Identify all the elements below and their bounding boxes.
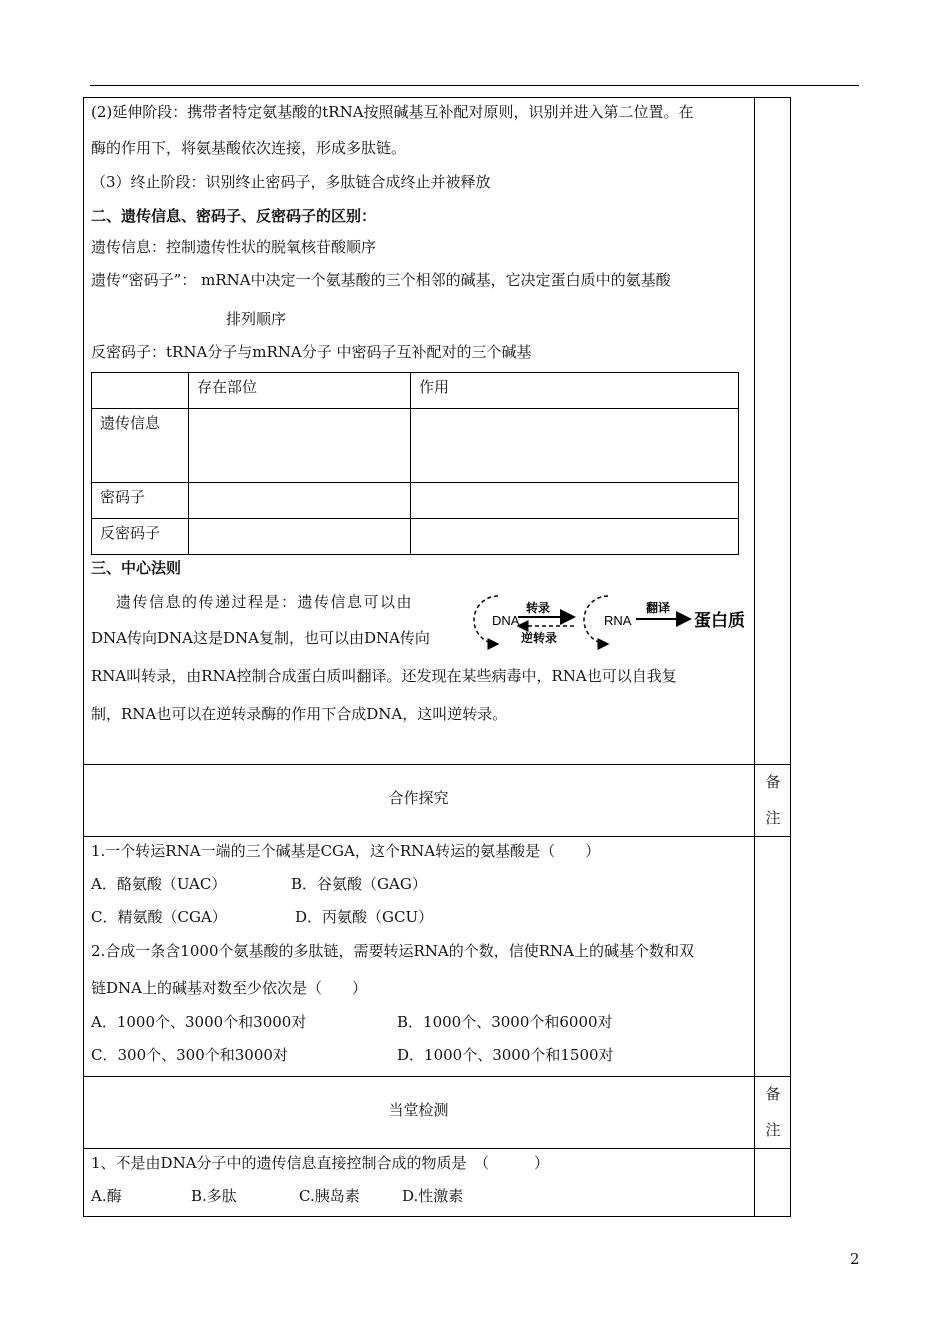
q3-option-b: B.多肽 [191,1187,237,1205]
divider-check-end [83,1148,791,1149]
note-label-1: 备 [765,773,781,791]
table-row-label: 反密码子 [92,519,189,555]
question-2: 2.合成一条含1000个氨基酸的多肽链，需要转运RNA的个数，信使RNA上的碱基个数和双 [91,942,694,960]
table-cell [189,483,411,519]
table-cell [411,409,739,483]
question-3: 1、不是由DNA分子中的遗传信息直接控制合成的物质是 （ ） [91,1154,550,1172]
table-cell [411,483,739,519]
central-dogma-text-4: 制，RNA也可以在逆转录酶的作用下合成DNA，这叫逆转录。 [91,705,508,723]
paragraph-elongation-cont: 酶的作用下，将氨基酸依次连接，形成多肽链。 [91,139,407,157]
diagram-reverse-label: 逆转录 [521,631,558,645]
section-title-check: 当堂检测 [388,1101,449,1119]
section-heading-2: 二、遗传信息、密码子、反密码子的区别： [91,207,377,225]
diagram-rna-label: RNA [604,613,632,628]
central-dogma-diagram [466,590,756,650]
diagram-dna-label: DNA [492,613,520,628]
table-cell [189,519,411,555]
section-title-cooperation: 合作探究 [388,789,449,807]
paragraph-elongation: (2)延伸阶段：携带者特定氨基酸的tRNA按照碱基互补配对原则，识别并进入第二位置。在 [91,103,694,121]
central-dogma-text-3: RNA叫转录，由RNA控制合成蛋白质叫翻译。还发现在某些病毒中，RNA也可以自我复 [91,667,677,685]
divider-check [83,1076,791,1077]
q3-option-c: C.胰岛素 [299,1187,360,1205]
q1-option-b: B．谷氨酸（GAG） [291,875,427,893]
central-dogma-text-2: DNA传向DNA这是DNA复制，也可以由DNA传向 [91,629,430,647]
def-anticodon: 反密码子：tRNA分子与mRNA分子 中密码子互补配对的三个碱基 [91,343,532,361]
paragraph-termination: （3）终止阶段：识别终止密码子，多肽链合成终止并被释放 [91,173,491,191]
question-1: 1.一个转运RNA一端的三个碱基是CGA，这个RNA转运的氨基酸是（ ） [91,842,601,860]
diagram-protein-label: 蛋白质 [694,611,745,631]
notes-column-divider [754,97,755,1217]
q1-option-d: D．丙氨酸（GCU） [295,908,434,926]
diagram-transcription-label: 转录 [526,601,551,615]
q2-option-b: B．1000个、3000个和6000对 [397,1013,613,1031]
note-label-1: 备 [765,1085,781,1103]
diagram-translation-label: 翻译 [646,601,671,615]
def-genetic-info: 遗传信息：控制遗传性状的脱氧核苷酸顺序 [91,238,377,256]
comparison-table [91,372,739,555]
header-rule [90,85,859,86]
q1-option-c: C．精氨酸（CGA） [91,908,227,926]
note-label-2: 注 [765,809,781,827]
divider-coop-end [83,836,791,837]
question-2-cont: 链DNA上的碱基对数至少依次是（ ） [91,979,367,997]
section-heading-3: 三、中心法则 [91,559,182,577]
table-header-location: 存在部位 [189,373,411,409]
def-codon: 遗传“密码子”： mRNA中决定一个氨基酸的三个相邻的碱基，它决定蛋白质中的氨基酸 [91,271,671,289]
q3-option-a: A.酶 [91,1187,122,1205]
q1-option-a: A．酪氨酸（UAC） [91,875,227,893]
table-header-function: 作用 [411,373,739,409]
q2-option-c: C．300个、300个和3000对 [91,1046,288,1064]
def-codon-cont: 排列顺序 [226,310,287,328]
q3-option-d: D.性激素 [402,1187,464,1205]
table-cell [411,519,739,555]
central-dogma-text-1: 遗传信息的传递过程是：遗传信息可以由 [116,593,414,611]
q2-option-a: A．1000个、3000个和3000对 [91,1013,307,1031]
table-header-empty [92,373,189,409]
note-label-2: 注 [765,1121,781,1139]
table-row-label: 密码子 [92,483,189,519]
divider-coop [83,764,791,765]
table-row-label: 遗传信息 [92,409,189,483]
q2-option-d: D．1000个、3000个和1500对 [397,1046,614,1064]
table-cell [189,409,411,483]
page-number: 2 [850,1250,860,1268]
